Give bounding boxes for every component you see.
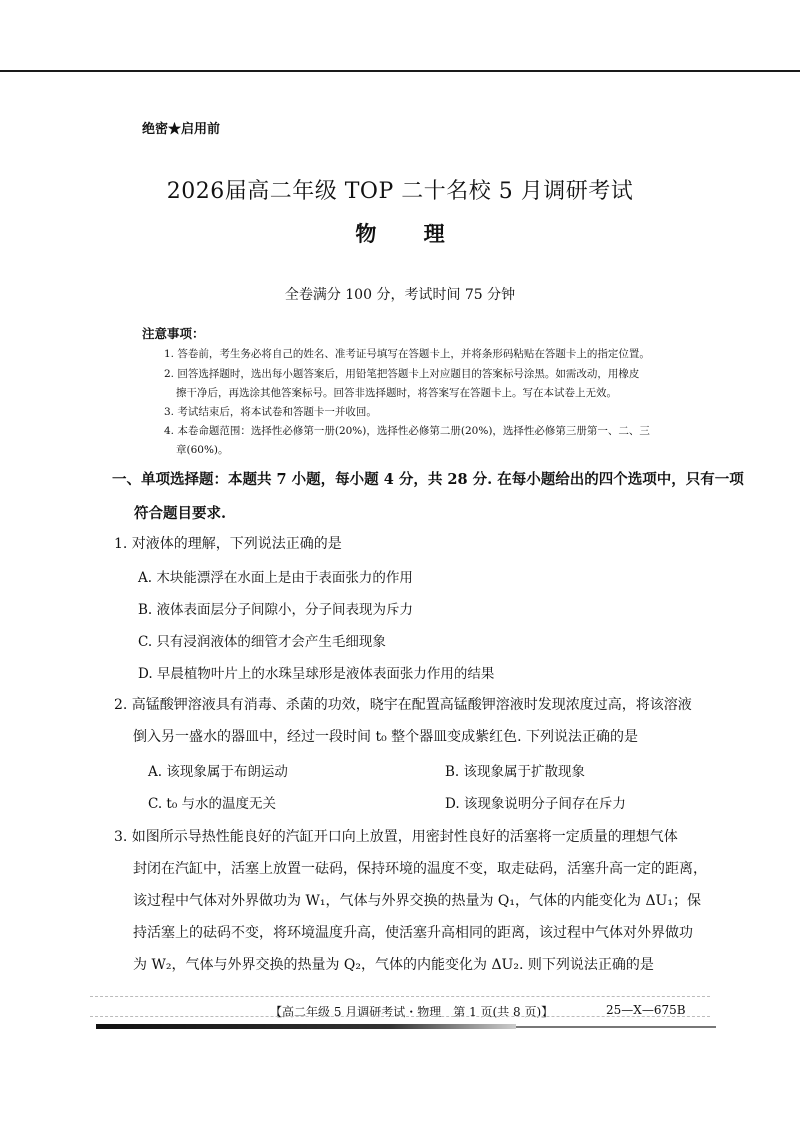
notes-heading: 注意事项： [142, 326, 205, 341]
note-item: 擦干净后，再选涂其他答案标号。回答非选择题时，将答案写在答题卡上。写在本试卷上无效。 [176, 387, 617, 399]
note-item: 1. 答卷前，考生务必将自己的姓名、准考证号填写在答题卡上，并将条形码粘贴在答题卡上的指定位置。 [164, 348, 650, 360]
note-item: 章(60%)。 [176, 444, 229, 456]
question-2-stem: 2. 高锰酸钾溶液具有消毒、杀菌的功效，晓宇在配置高锰酸钾溶液时发现浓度过高，将该溶液 [114, 697, 692, 713]
question-3-line: 持活塞上的砝码不变，将环境温度升高，使活塞升高相同的距离，该过程中气体对外界做功 [133, 925, 693, 941]
question-2-stem-cont: 倒入另一盛水的器皿中，经过一段时间 t₀ 整个器皿变成紫红色. 下列说法正确的是 [133, 729, 639, 745]
top-rule [0, 70, 800, 72]
scan-dash-line [90, 1016, 710, 1017]
question-1-stem: 1. 对液体的理解，下列说法正确的是 [114, 536, 342, 552]
question-2-option-d: D. 该现象说明分子间存在斥力 [445, 796, 626, 812]
subject-title: 物 理 [355, 221, 445, 246]
note-item: 3. 考试结束后，将本试卷和答题卡一并收回。 [164, 406, 377, 418]
question-1-option-b: B. 液体表面层分子间隙小，分子间表现为斥力 [138, 602, 414, 618]
section-heading: 一、单项选择题：本题共 7 小题，每小题 4 分，共 28 分. 在每小题给出的四个选项中，只有一项 [112, 471, 744, 488]
question-2-option-b: B. 该现象属于扩散现象 [445, 764, 586, 780]
question-3-line: 为 W₂，气体与外界交换的热量为 Q₂，气体的内能变化为 ΔU₂. 则下列说法正确的是 [133, 957, 654, 973]
exam-title: 2026届高二年级 TOP 二十名校 5 月调研考试 [166, 179, 634, 204]
question-3-line: 该过程中气体对外界做功为 W₁，气体与外界交换的热量为 Q₁，气体的内能变化为 ΔU₁；保 [133, 893, 701, 909]
page-footer-label: 【高二年级 5 月调研考试・物理 第 1 页(共 8 页)】 [270, 1005, 554, 1019]
scan-bottom-bar [96, 1024, 516, 1029]
note-item: 4. 本卷命题范围：选择性必修第一册(20%)，选择性必修第二册(20%)，选择性必修第三册第一、二、三 [164, 425, 650, 437]
note-item: 2. 回答选择题时，选出每小题答案后，用铅笔把答题卡上对应题目的答案标号涂黑。如需改动，用橡皮 [164, 368, 640, 380]
question-3-line: 3. 如图所示导热性能良好的汽缸开口向上放置，用密封性良好的活塞将一定质量的理想气体 [114, 829, 678, 845]
secret-mark: 绝密★启用前 [142, 122, 221, 137]
exam-meta: 全卷满分 100 分，考试时间 75 分钟 [284, 287, 516, 303]
section-heading-cont: 符合题目要求. [134, 505, 227, 522]
exam-code: 25—X—675B [606, 1003, 686, 1017]
scan-bottom-bar-fade [516, 1026, 716, 1028]
question-1-option-c: C. 只有浸润液体的细管才会产生毛细现象 [138, 634, 386, 650]
question-1-option-a: A. 木块能漂浮在水面上是由于表面张力的作用 [138, 570, 413, 586]
question-1-option-d: D. 早晨植物叶片上的水珠呈球形是液体表面张力作用的结果 [138, 666, 495, 682]
question-3-line: 封闭在汽缸中，活塞上放置一砝码，保持环境的温度不变，取走砝码，活塞升高一定的距离， [133, 861, 707, 877]
question-2-option-a: A. 该现象属于布朗运动 [148, 764, 288, 780]
question-2-option-c: C. t₀ 与水的温度无关 [148, 796, 277, 812]
scan-dash-line [90, 996, 710, 997]
